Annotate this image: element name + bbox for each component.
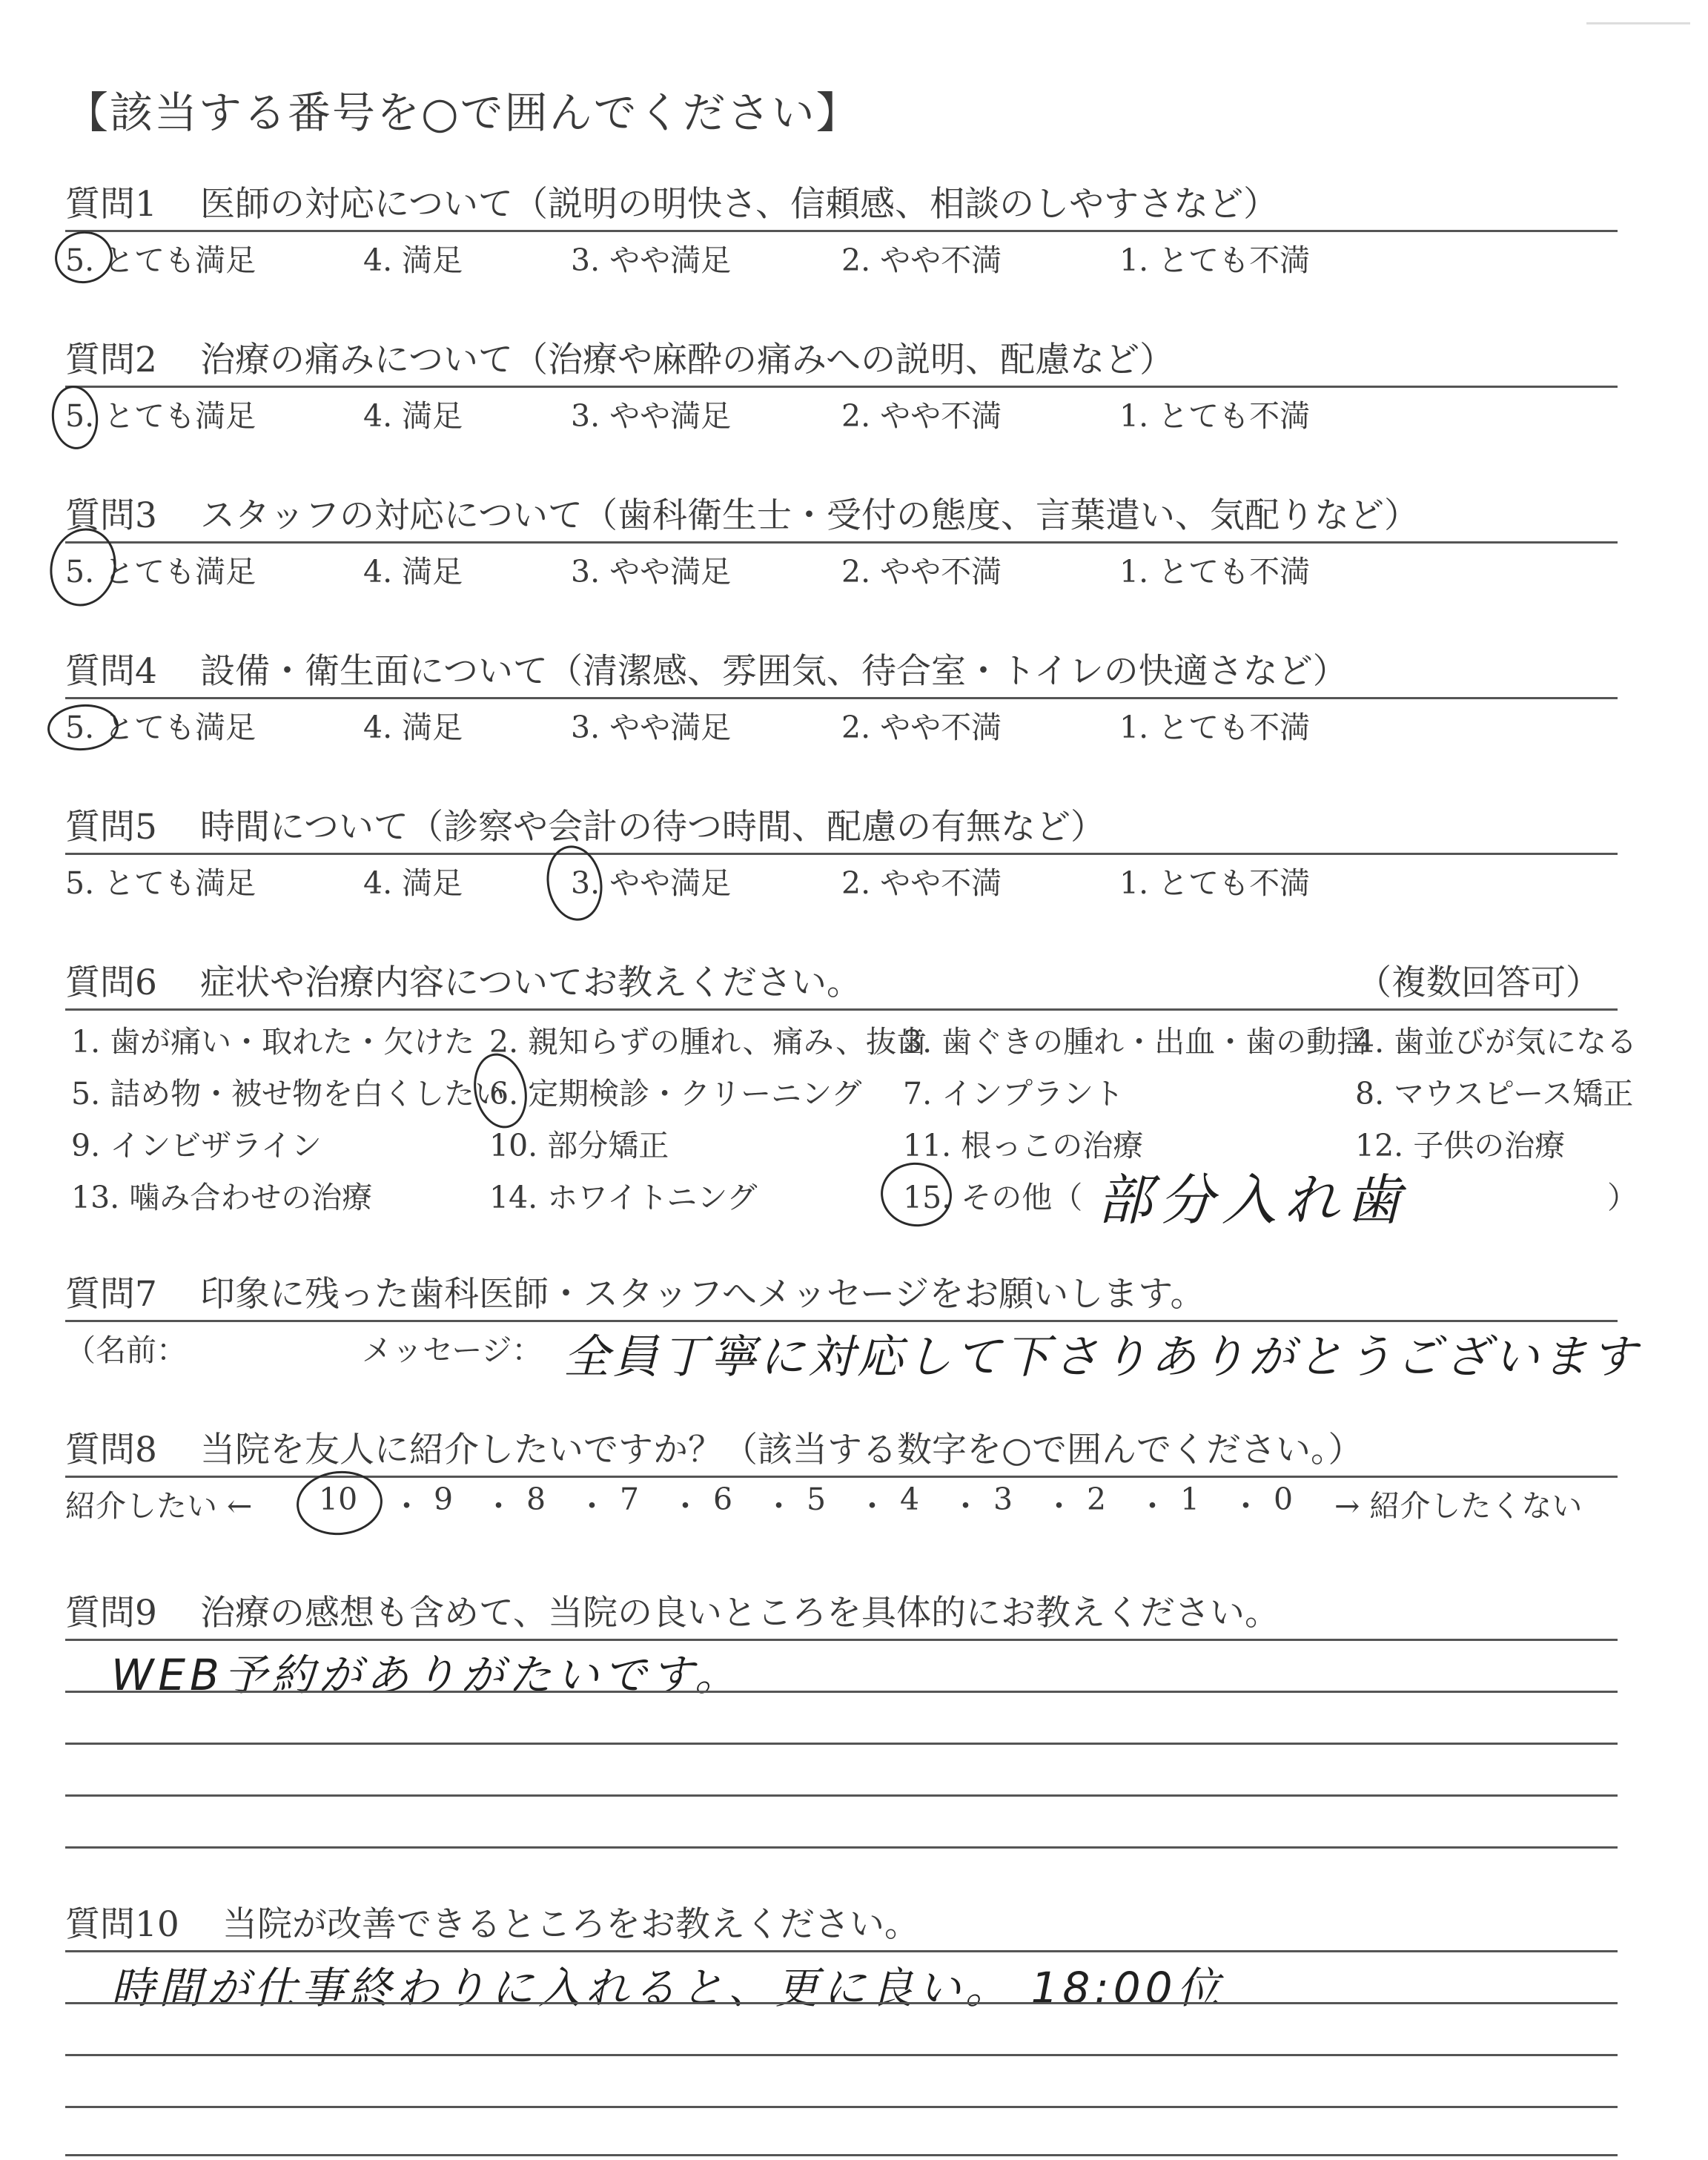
treatment-option-9[interactable]: 9. インビザライン	[71, 1128, 322, 1163]
divider	[65, 697, 1618, 699]
question-text: 症状や治療内容についてお教えください。	[200, 962, 862, 1003]
rating-option-2[interactable]: 2. やや不満	[841, 710, 1002, 745]
scale-separator: ・	[670, 1488, 701, 1524]
rating-option-3[interactable]: 3. やや満足	[571, 242, 732, 278]
scale-option-5[interactable]: 5	[807, 1482, 827, 1517]
scale-separator: ・	[764, 1488, 794, 1524]
scale-option-6[interactable]: 6	[713, 1482, 733, 1517]
question-text: 印象に残った歯科医師・スタッフへメッセージをお願いします。	[200, 1274, 1205, 1315]
treatment-option-4[interactable]: 4. 歯並びが気になる	[1355, 1024, 1638, 1060]
scale-option-10[interactable]: 10	[319, 1482, 358, 1517]
rating-option-3[interactable]: 3. やや満足	[571, 398, 732, 434]
answer-line	[65, 1743, 1618, 1745]
question-label: 質問3	[65, 495, 157, 536]
rating-option-5[interactable]: 5. とても満足	[65, 865, 256, 901]
scale-option-9[interactable]: 9	[434, 1482, 454, 1517]
question-text: 当院が改善できるところをお教えください。	[222, 1904, 919, 1945]
rating-option-1[interactable]: 1. とても不満	[1119, 242, 1311, 278]
question-text: 医師の対応について（説明の明快さ、信頼感、相談のしやすさなど）	[200, 184, 1279, 225]
other-handwritten-answer: 部分入れ歯	[1097, 1169, 1409, 1232]
selection-circle	[294, 1467, 385, 1539]
treatment-option-2[interactable]: 2. 親知らずの腫れ、痛み、抜歯	[489, 1024, 927, 1060]
rating-option-2[interactable]: 2. やや不満	[841, 554, 1002, 589]
divider	[65, 541, 1618, 544]
multiple-answers-note: （複数回答可）	[1357, 962, 1601, 1003]
divider	[65, 1008, 1618, 1011]
question-label: 質問9	[65, 1593, 157, 1634]
treatment-option-10[interactable]: 10. 部分矯正	[489, 1128, 669, 1163]
rating-option-4[interactable]: 4. 満足	[363, 554, 463, 589]
rating-option-2[interactable]: 2. やや不満	[841, 865, 1002, 901]
answer-handwritten: WEB予約がありがたいです。	[111, 1650, 743, 1700]
rating-option-4[interactable]: 4. 満足	[363, 710, 463, 745]
treatment-option-13[interactable]: 13. 噛み合わせの治療	[71, 1180, 373, 1215]
message-handwritten-answer: 全員丁寧に対応して下さりありがとうございます	[563, 1330, 1641, 1384]
other-close-paren: ）	[1607, 1180, 1638, 1215]
divider	[65, 1476, 1618, 1478]
treatment-option-14[interactable]: 14. ホワイトニング	[489, 1180, 758, 1215]
rating-option-2[interactable]: 2. やや不満	[841, 398, 1002, 434]
rating-option-1[interactable]: 1. とても不満	[1119, 554, 1311, 589]
scale-option-1[interactable]: 1	[1180, 1482, 1200, 1517]
treatment-option-3[interactable]: 3. 歯ぐきの腫れ・出血・歯の動揺	[903, 1024, 1368, 1060]
scale-option-3[interactable]: 3	[993, 1482, 1013, 1517]
answer-line	[65, 1794, 1618, 1797]
treatment-option-5[interactable]: 5. 詰め物・被せ物を白くしたい	[71, 1076, 506, 1112]
answer-line	[65, 2106, 1618, 2108]
question-text: 治療の痛みについて（治療や麻酔の痛みへの説明、配慮など）	[200, 340, 1175, 380]
page-title: 【該当する番号を○で囲んでください】	[65, 87, 861, 138]
scale-option-7[interactable]: 7	[620, 1482, 640, 1517]
scale-separator: ・	[1231, 1488, 1261, 1524]
treatment-option-15[interactable]: 15. その他（	[903, 1180, 1083, 1215]
answer-line	[65, 1846, 1618, 1849]
question-label: 質問1	[65, 184, 157, 225]
rating-option-1[interactable]: 1. とても不満	[1119, 398, 1311, 434]
scale-separator: ・	[483, 1488, 514, 1524]
rating-option-4[interactable]: 4. 満足	[363, 865, 463, 901]
answer-line	[65, 1950, 1618, 1952]
treatment-option-12[interactable]: 12. 子供の治療	[1355, 1128, 1566, 1163]
scale-separator: ・	[857, 1488, 887, 1524]
scale-separator: ・	[391, 1488, 422, 1524]
question-text: 設備・衛生面について（清潔感、雰囲気、待合室・トイレの快適さなど）	[200, 651, 1348, 692]
answer-line	[65, 1691, 1618, 1693]
question-label: 質問5	[65, 807, 157, 848]
rating-option-1[interactable]: 1. とても不満	[1119, 710, 1311, 745]
rating-option-5[interactable]: 5. とても満足	[65, 398, 256, 434]
rating-option-4[interactable]: 4. 満足	[363, 242, 463, 278]
scale-separator: ・	[1044, 1488, 1074, 1524]
question-label: 質問7	[65, 1274, 157, 1315]
answer-line	[65, 2054, 1618, 2056]
rating-option-2[interactable]: 2. やや不満	[841, 242, 1002, 278]
treatment-option-11[interactable]: 11. 根っこの治療	[903, 1128, 1144, 1163]
question-label: 質問8	[65, 1430, 157, 1470]
scale-separator: ・	[577, 1488, 607, 1524]
question-label: 質問6	[65, 962, 157, 1003]
question-text: スタッフの対応について（歯科衛生士・受付の態度、言葉遣い、気配りなど）	[200, 495, 1420, 536]
rating-option-3[interactable]: 3. やや満足	[571, 710, 732, 745]
rating-option-3[interactable]: 3. やや満足	[571, 554, 732, 589]
selection-circle	[876, 1158, 956, 1232]
scale-option-2[interactable]: 2	[1087, 1482, 1107, 1517]
message-label: メッセージ：	[362, 1332, 543, 1368]
scale-separator: ・	[1137, 1488, 1168, 1524]
rating-option-1[interactable]: 1. とても不満	[1119, 865, 1311, 901]
rating-option-5[interactable]: 5. とても満足	[65, 242, 256, 278]
question-text: 治療の感想も含めて、当院の良いところを具体的にお教えください。	[200, 1593, 1280, 1634]
question-label: 質問2	[65, 340, 157, 380]
answer-line	[65, 2002, 1618, 2004]
name-label: （名前：	[65, 1332, 187, 1368]
treatment-option-1[interactable]: 1. 歯が痛い・取れた・欠けた	[71, 1024, 475, 1060]
rating-option-4[interactable]: 4. 満足	[363, 398, 463, 434]
answer-line	[65, 2154, 1618, 2156]
scale-option-0[interactable]: 0	[1274, 1482, 1294, 1517]
scale-left-label: 紹介したい ←	[65, 1488, 253, 1524]
scale-option-8[interactable]: 8	[526, 1482, 546, 1517]
rating-option-5[interactable]: 5. とても満足	[65, 554, 256, 589]
question-label: 質問4	[65, 651, 157, 692]
divider	[65, 853, 1618, 855]
treatment-option-8[interactable]: 8. マウスピース矯正	[1355, 1076, 1634, 1112]
treatment-option-6[interactable]: 6. 定期検診・クリーニング	[489, 1076, 862, 1112]
rating-option-3[interactable]: 3. やや満足	[571, 865, 732, 901]
question-text: 時間について（診察や会計の待つ時間、配慮の有無など）	[200, 807, 1106, 848]
scale-separator: ・	[950, 1488, 981, 1524]
question-label: 質問10	[65, 1904, 179, 1945]
divider	[65, 386, 1618, 388]
treatment-option-7[interactable]: 7. インプラント	[903, 1076, 1125, 1112]
divider	[65, 230, 1618, 232]
rating-option-5[interactable]: 5. とても満足	[65, 710, 256, 745]
answer-handwritten: 時間が仕事終わりに入れると、更に良い。 18:00位	[111, 1963, 1225, 2013]
scale-right-label: → 紹介したくない	[1334, 1488, 1583, 1524]
scale-option-4[interactable]: 4	[900, 1482, 920, 1517]
question-text: 当院を友人に紹介したいですか？（該当する数字を○で囲んでください。）	[200, 1430, 1363, 1470]
scan-edge-mark	[1586, 22, 1690, 24]
